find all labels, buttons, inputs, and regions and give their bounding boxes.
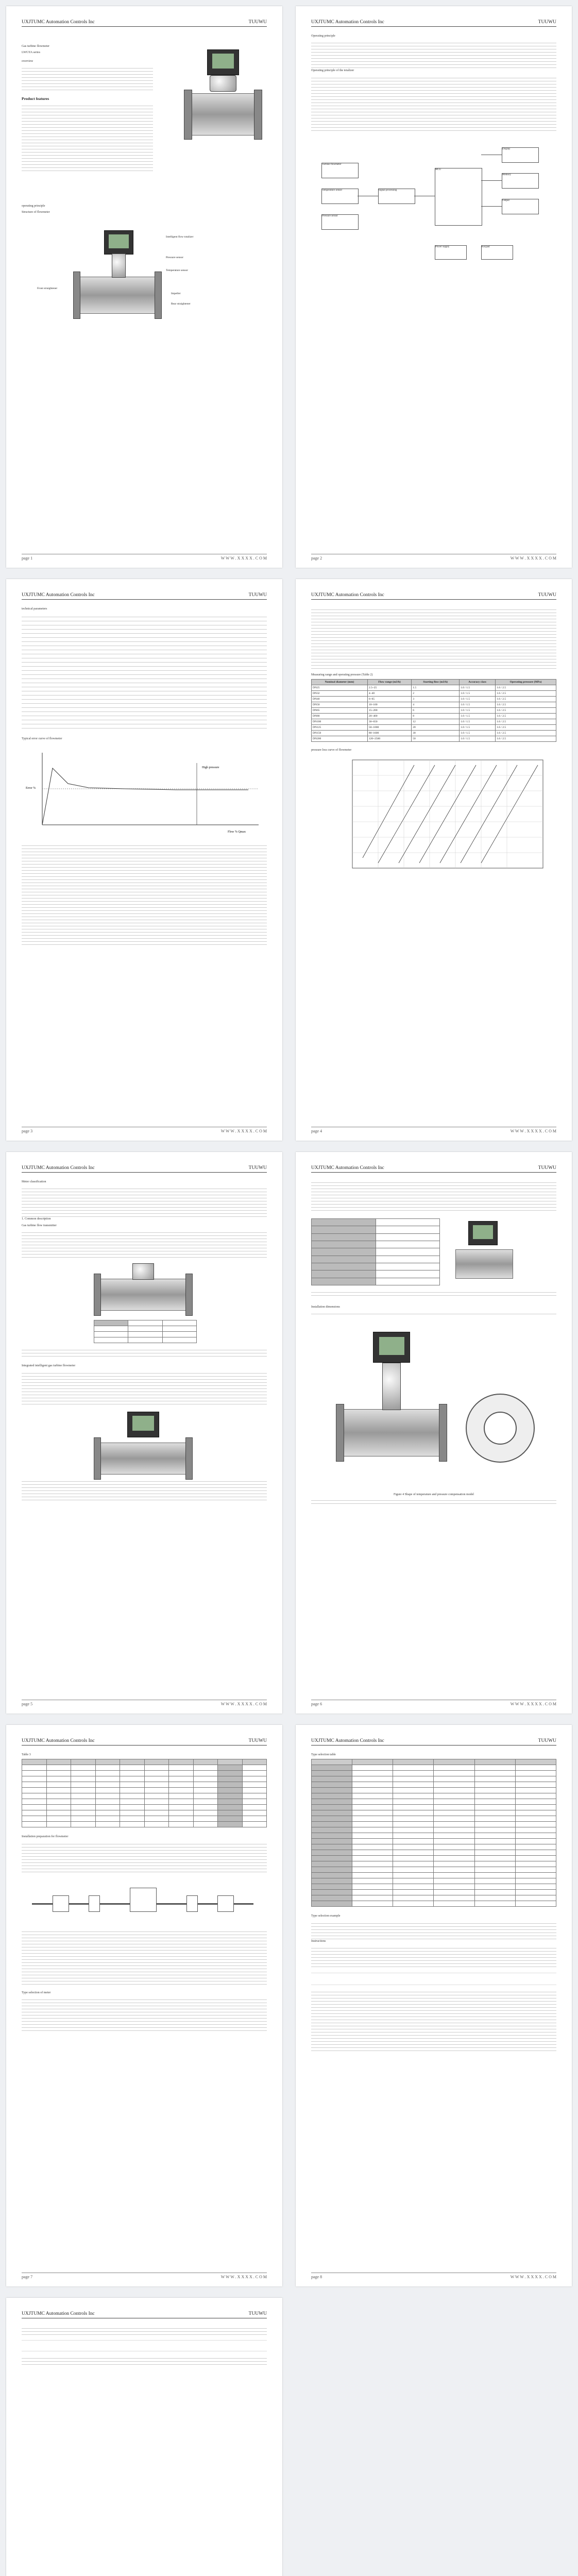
overview-text bbox=[22, 65, 153, 92]
table-cell: 1.0 / 1.5 bbox=[460, 702, 496, 708]
table-cell: DN80 bbox=[312, 714, 368, 719]
table-cell: 1.6 / 2.5 bbox=[496, 685, 556, 691]
table-cell: 2 bbox=[412, 691, 460, 697]
note-text bbox=[311, 1498, 556, 1506]
tail-text bbox=[22, 1479, 267, 1502]
table-cell: 12 bbox=[412, 719, 460, 725]
page-header bbox=[22, 2311, 267, 2318]
block-signal: Signal processing bbox=[378, 189, 415, 204]
dimension-table bbox=[22, 1759, 267, 1827]
dim-text bbox=[311, 1311, 556, 1316]
page-header bbox=[311, 20, 556, 27]
page-footer bbox=[22, 1700, 267, 1706]
table-cell: 1.0 / 1.5 bbox=[460, 691, 496, 697]
table-heading: Measuring range and operating pressure (Table 2) bbox=[311, 673, 373, 676]
block-turbine: Turbine flowmeter bbox=[321, 163, 359, 178]
company-name: UXJTUMC Automation Controls Inc bbox=[311, 592, 384, 598]
op2-text bbox=[311, 75, 556, 132]
label-pressure-sensor: Pressure sensor bbox=[166, 256, 184, 259]
spec-table bbox=[311, 1218, 440, 1285]
label-impeller: Impeller bbox=[171, 292, 181, 295]
label-rear-straightener: Rear straightener bbox=[171, 302, 191, 306]
table-row bbox=[312, 736, 556, 742]
section-heading: technical parameters bbox=[22, 607, 47, 611]
brand-name: TUUWU bbox=[248, 2311, 267, 2316]
section-heading: Installation preparation for flowmeter bbox=[22, 1835, 69, 1839]
block-keypad: Keypad bbox=[481, 245, 513, 260]
pressure-loss-chart bbox=[311, 755, 553, 878]
footer-site: W W W . X X X X . C O M bbox=[220, 2275, 267, 2279]
table-cell: 1.0 / 1.5 bbox=[460, 685, 496, 691]
section-heading: Installation dimensions bbox=[311, 1306, 340, 1309]
table-cell: 80~1600 bbox=[367, 731, 411, 736]
table-cell: 6~65 bbox=[367, 697, 411, 702]
table-cell: 1.6 / 2.5 bbox=[496, 731, 556, 736]
page-footer bbox=[311, 554, 556, 561]
label-temperature-sensor: Temperature sensor bbox=[166, 268, 189, 272]
page-7 bbox=[6, 1725, 282, 2286]
table-cell: 1.6 / 2.5 bbox=[496, 691, 556, 697]
classification-text bbox=[22, 1186, 267, 1217]
overview-label: overview bbox=[22, 59, 33, 63]
label-totalizer: Intelligent flow totalizer bbox=[166, 235, 194, 239]
page-number: page 5 bbox=[22, 1702, 33, 1706]
table-cell: 1.0 / 1.5 bbox=[460, 736, 496, 742]
company-name: UXJTUMC Automation Controls Inc bbox=[22, 1165, 95, 1171]
block-output: Output bbox=[502, 199, 539, 214]
sub2-heading: Integrated intelligent gas turbine flowmeter bbox=[22, 1364, 76, 1368]
prep-text bbox=[22, 1841, 267, 1872]
table-cell: 4~40 bbox=[367, 691, 411, 697]
meter-image bbox=[445, 1218, 522, 1285]
table-cell: DN125 bbox=[312, 725, 368, 731]
table-cell: DN25 bbox=[312, 685, 368, 691]
col-header: Operating pressure (MPa) bbox=[496, 680, 556, 685]
table-cell: 15~200 bbox=[367, 708, 411, 714]
section2-heading: 1. Common description bbox=[22, 1217, 51, 1221]
page-footer bbox=[22, 2273, 267, 2279]
page-number: page 2 bbox=[311, 556, 322, 561]
op2-heading: Operating principle of the totalizer bbox=[311, 69, 354, 73]
table-row bbox=[312, 719, 556, 725]
footer-site: W W W . X X X X . C O M bbox=[220, 556, 267, 561]
page-number: page 8 bbox=[311, 2275, 322, 2279]
page-number: page 4 bbox=[311, 1129, 322, 1133]
block-display: Display bbox=[502, 147, 539, 163]
page-number: page 6 bbox=[311, 1702, 322, 1706]
table-cell: 8 bbox=[412, 714, 460, 719]
page-5 bbox=[6, 1152, 282, 1714]
table-cell: 6 bbox=[412, 708, 460, 714]
table-cell: DN200 bbox=[312, 736, 368, 742]
table-cell: 1.0 / 1.5 bbox=[460, 725, 496, 731]
footer-site: W W W . X X X X . C O M bbox=[510, 1702, 556, 1706]
block-power: Power supply bbox=[435, 245, 467, 260]
product-photo bbox=[158, 34, 266, 194]
table-cell: 3 bbox=[412, 697, 460, 702]
params-text bbox=[22, 613, 267, 732]
company-name: UXJTUMC Automation Controls Inc bbox=[311, 1165, 384, 1171]
table-cell: 1.0 / 1.5 bbox=[460, 697, 496, 702]
table-cell: 1.6 / 2.5 bbox=[496, 736, 556, 742]
table-cell: DN50 bbox=[312, 702, 368, 708]
page-1 bbox=[6, 6, 282, 568]
op-text bbox=[311, 40, 556, 69]
installation-diagram bbox=[22, 1877, 267, 1924]
col-header: Starting flow (m3/h) bbox=[412, 680, 460, 685]
x-axis-label: Flow % Qmax bbox=[228, 830, 246, 834]
footer-site: W W W . X X X X . C O M bbox=[510, 556, 556, 561]
table-cell: 1.6 / 2.5 bbox=[496, 725, 556, 731]
page-number: page 7 bbox=[22, 2275, 33, 2279]
figure-caption: Figure 4 Shape of temperature and pressure compensation model bbox=[394, 1493, 474, 1497]
table-cell: 1.0 / 1.5 bbox=[460, 719, 496, 725]
page-header bbox=[22, 1738, 267, 1745]
footer-site: W W W . X X X X . C O M bbox=[510, 2275, 556, 2279]
chart-title: Typical error curve of flowmeter bbox=[22, 737, 62, 741]
type-text bbox=[22, 1997, 267, 2033]
error-curve-chart bbox=[22, 748, 264, 835]
product-title: Gas turbine flowmeter bbox=[22, 45, 49, 48]
table-heading: Table 3 bbox=[22, 1753, 31, 1756]
table-row bbox=[312, 691, 556, 697]
footer-site: W W W . X X X X . C O M bbox=[510, 1129, 556, 1133]
page-3 bbox=[6, 579, 282, 1141]
table-cell: 1.6 / 2.5 bbox=[496, 708, 556, 714]
block-diagram bbox=[311, 142, 556, 276]
footer-site: W W W . X X X X . C O M bbox=[220, 1702, 267, 1706]
table-row bbox=[312, 714, 556, 719]
page-header bbox=[22, 1165, 267, 1173]
selection-table bbox=[311, 1759, 556, 1907]
table-cell: DN150 bbox=[312, 731, 368, 736]
table-cell: 30~650 bbox=[367, 719, 411, 725]
label-front-straightener: Front straightener bbox=[37, 286, 58, 290]
formula bbox=[22, 2340, 267, 2351]
tail-text bbox=[22, 2355, 267, 2366]
table-cell: 50~1000 bbox=[367, 725, 411, 731]
footer-site: W W W . X X X X . C O M bbox=[220, 1129, 267, 1133]
page-header bbox=[311, 1165, 556, 1173]
page-6 bbox=[296, 1152, 572, 1714]
page-header bbox=[311, 1738, 556, 1745]
instructions-text bbox=[311, 1945, 556, 1969]
table-row bbox=[312, 685, 556, 691]
intro-text bbox=[311, 607, 556, 669]
table-cell: DN32 bbox=[312, 691, 368, 697]
page-footer bbox=[311, 1700, 556, 1706]
install-text bbox=[22, 1929, 267, 1986]
page-footer bbox=[311, 2273, 556, 2279]
example-text bbox=[311, 1921, 556, 1939]
page-footer bbox=[311, 1127, 556, 1133]
sub1-heading: Gas turbine flow transmitter bbox=[22, 1224, 57, 1227]
table-cell: 10~100 bbox=[367, 702, 411, 708]
section2-heading: Instructions bbox=[311, 1939, 326, 1943]
brand-name: TUUWU bbox=[538, 1165, 556, 1171]
table-cell: 20~400 bbox=[367, 714, 411, 719]
table-cell: 1.6 / 2.5 bbox=[496, 714, 556, 719]
company-name: UXJTUMC Automation Controls Inc bbox=[311, 1738, 384, 1743]
table-row bbox=[312, 731, 556, 736]
tail-text bbox=[22, 843, 267, 946]
application-text bbox=[22, 1347, 267, 1359]
page-footer bbox=[22, 1127, 267, 1133]
intro-text bbox=[22, 2326, 267, 2336]
page-4 bbox=[296, 579, 572, 1141]
chart-annotation: High pressure bbox=[202, 766, 219, 769]
op-heading: operating principle bbox=[22, 205, 45, 208]
sub1-text bbox=[22, 1230, 267, 1258]
range-table bbox=[311, 679, 556, 742]
brand-name: TUUWU bbox=[538, 592, 556, 598]
features-text bbox=[22, 103, 153, 173]
op-heading: Operating principle bbox=[311, 35, 335, 38]
tail-text bbox=[311, 1989, 556, 2051]
brand-name: TUUWU bbox=[248, 1165, 267, 1171]
table-cell: 1.0 / 1.5 bbox=[460, 731, 496, 736]
table-cell: DN100 bbox=[312, 719, 368, 725]
company-name: UXJTUMC Automation Controls Inc bbox=[311, 20, 384, 25]
dimension-drawing bbox=[311, 1321, 556, 1492]
table-cell: 1.0 / 1.5 bbox=[460, 708, 496, 714]
section-heading: Meter classification bbox=[22, 1180, 46, 1183]
table-cell: 2.5~25 bbox=[367, 685, 411, 691]
section2-heading: Type selection of meter bbox=[22, 1991, 51, 1994]
brand-name: TUUWU bbox=[248, 20, 267, 25]
structure-diagram bbox=[22, 220, 267, 354]
company-name: UXJTUMC Automation Controls Inc bbox=[22, 592, 95, 598]
block-pressure: Pressure sensor bbox=[321, 214, 359, 230]
page-number: page 3 bbox=[22, 1129, 33, 1133]
intro-text bbox=[311, 1180, 556, 1213]
page-8 bbox=[296, 1725, 572, 2286]
brand-name: TUUWU bbox=[248, 592, 267, 598]
table-cell: 1.6 / 2.5 bbox=[496, 697, 556, 702]
structure-heading: Structure of flowmeter bbox=[22, 211, 50, 214]
table-cell: 30 bbox=[412, 731, 460, 736]
page-header bbox=[22, 592, 267, 600]
col-header: Accuracy class bbox=[460, 680, 496, 685]
integrated-meter-image bbox=[22, 1406, 267, 1479]
table-cell: 1.6 / 2.5 bbox=[496, 702, 556, 708]
table-cell: 1.0 / 1.5 bbox=[460, 714, 496, 719]
table-row bbox=[312, 702, 556, 708]
brand-name: TUUWU bbox=[248, 1738, 267, 1743]
table-cell: DN65 bbox=[312, 708, 368, 714]
page-header bbox=[22, 20, 267, 27]
section-heading: Type selection example bbox=[311, 1914, 341, 1918]
pressure-loss-title: pressure loss curve of flowmeter bbox=[311, 749, 352, 752]
block-mcu: MCU bbox=[435, 168, 482, 226]
table-cell: 120~2500 bbox=[367, 736, 411, 742]
company-name: UXJTUMC Automation Controls Inc bbox=[22, 1738, 95, 1743]
product-subtitle: LWGYA series bbox=[22, 51, 41, 55]
company-name: UXJTUMC Automation Controls Inc bbox=[22, 2311, 95, 2316]
table-cell: 1.5 bbox=[412, 685, 460, 691]
sub2-text bbox=[22, 1370, 267, 1406]
table-cell: 20 bbox=[412, 725, 460, 731]
page-number: page 1 bbox=[22, 556, 33, 561]
table-row bbox=[312, 708, 556, 714]
page-footer bbox=[22, 554, 267, 561]
block-memory: Memory bbox=[502, 173, 539, 189]
company-name: UXJTUMC Automation Controls Inc bbox=[22, 20, 95, 25]
brand-name: TUUWU bbox=[538, 20, 556, 25]
table-cell: DN40 bbox=[312, 697, 368, 702]
table-row bbox=[312, 725, 556, 731]
table-cell: 1.6 / 2.5 bbox=[496, 719, 556, 725]
formula bbox=[311, 1973, 556, 1985]
section-heading: Product features bbox=[22, 96, 49, 101]
table-row bbox=[312, 697, 556, 702]
model-table bbox=[94, 1320, 197, 1343]
page-2 bbox=[296, 6, 572, 568]
y-axis-label: Error % bbox=[26, 786, 36, 790]
transmitter-image bbox=[22, 1258, 267, 1320]
col-header: Flow range (m3/h) bbox=[367, 680, 411, 685]
col-header: Nominal diameter (mm) bbox=[312, 680, 368, 685]
table-heading: Type selection table bbox=[311, 1753, 336, 1756]
table-cell: 50 bbox=[412, 736, 460, 742]
table-cell: 4 bbox=[412, 702, 460, 708]
block-temp: Temperature sensor bbox=[321, 189, 359, 204]
page-header bbox=[311, 592, 556, 600]
brand-name: TUUWU bbox=[538, 1738, 556, 1743]
application-text bbox=[311, 1290, 556, 1298]
page-9 bbox=[6, 2298, 282, 2576]
